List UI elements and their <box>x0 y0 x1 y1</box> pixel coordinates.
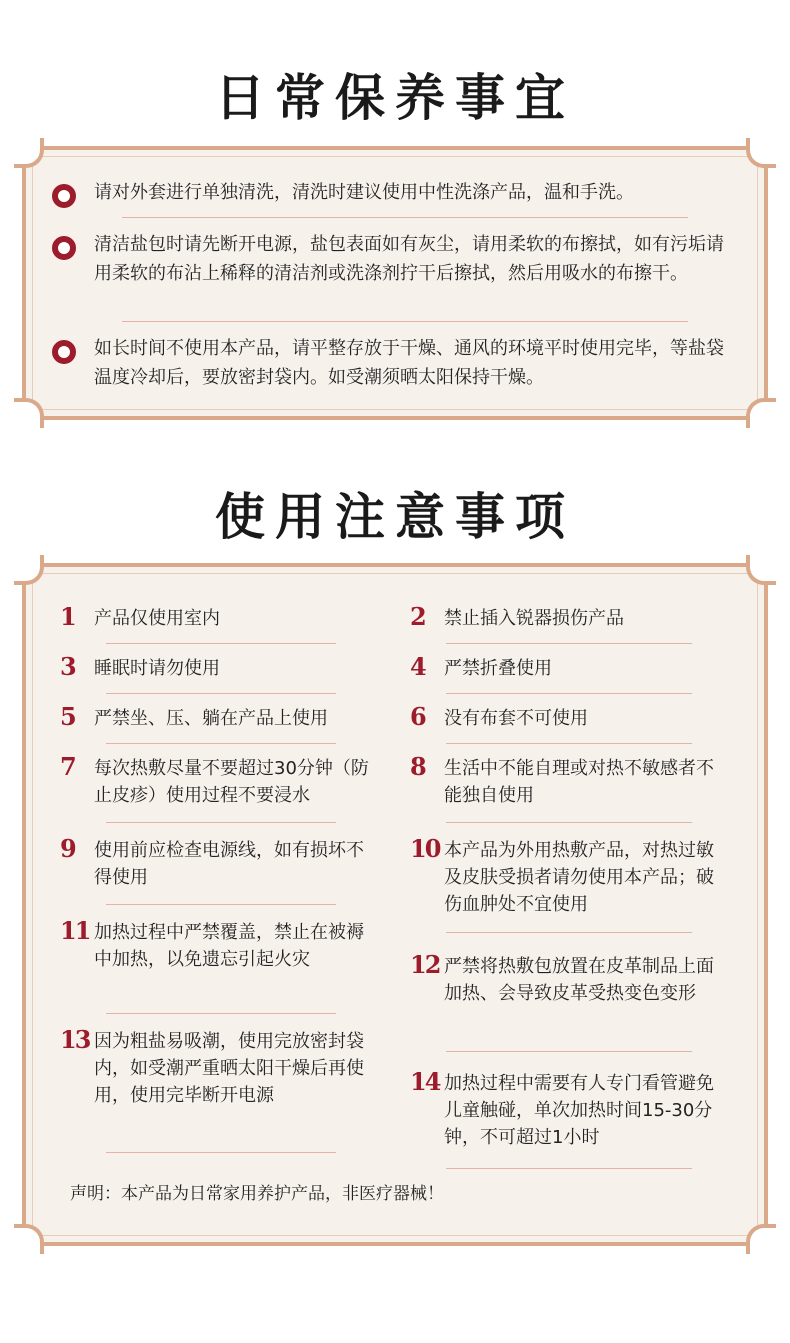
note-item <box>60 1025 370 1109</box>
divider <box>106 822 336 823</box>
divider <box>446 932 692 933</box>
note-text: 生活中不能自理或对热不敏感者不能独自使用 <box>444 758 714 806</box>
divider <box>446 822 692 823</box>
note-item <box>410 1067 720 1151</box>
divider <box>446 1051 692 1052</box>
note-number: 9 <box>60 834 75 863</box>
divider <box>106 904 336 905</box>
divider <box>106 1152 336 1153</box>
note-text: 严禁将热敷包放置在皮革制品上面加热、会导致皮革受热变色变形 <box>444 956 714 1004</box>
note-number: 2 <box>410 602 425 631</box>
note-number: 10 <box>410 834 440 863</box>
note-item <box>60 702 370 732</box>
divider <box>446 1168 692 1169</box>
note-text: 加热过程中需要有人专门看管避免儿童触碰，单次加热时间15-30分钟，不可超过1小时 <box>444 1073 714 1148</box>
ring-bullet-icon <box>52 184 76 208</box>
note-item <box>410 702 720 732</box>
note-text: 严禁坐、压、躺在产品上使用 <box>94 708 328 729</box>
corner-decoration <box>14 1224 44 1254</box>
corner-decoration <box>746 1224 776 1254</box>
note-text: 睡眠时请勿使用 <box>94 658 220 679</box>
note-number: 4 <box>410 652 425 681</box>
note-text: 使用前应检查电源线，如有损坏不得使用 <box>94 840 364 888</box>
divider <box>106 743 336 744</box>
note-text: 没有布套不可使用 <box>444 708 588 729</box>
note-number: 12 <box>410 950 440 979</box>
note-number: 7 <box>60 752 75 781</box>
maintenance-item <box>52 334 732 392</box>
notes-title: 使用注意事项 <box>215 487 575 546</box>
note-number: 3 <box>60 652 75 681</box>
note-text: 因为粗盐易吸潮，使用完放密封袋内，如受潮严重晒太阳干燥后再使用，使用完毕断开电源 <box>94 1031 364 1106</box>
note-number: 14 <box>410 1067 440 1096</box>
divider <box>106 643 336 644</box>
note-number: 1 <box>60 602 75 631</box>
note-item <box>60 602 370 632</box>
note-item <box>60 916 370 973</box>
note-item <box>60 834 370 891</box>
note-item <box>410 652 720 682</box>
ring-bullet-icon <box>52 340 76 364</box>
divider <box>446 743 692 744</box>
note-item <box>410 602 720 632</box>
note-item <box>410 834 720 918</box>
corner-decoration <box>746 555 776 585</box>
note-number: 11 <box>60 916 90 945</box>
note-item <box>60 752 370 809</box>
corner-decoration <box>746 138 776 168</box>
note-item <box>410 950 720 1007</box>
maintenance-item <box>52 178 732 207</box>
note-number: 5 <box>60 702 75 731</box>
divider <box>106 1013 336 1014</box>
divider <box>446 643 692 644</box>
maintenance-item-text: 请对外套进行单独清洗，清洗时建议使用中性洗涤产品，温和手洗。 <box>94 182 634 203</box>
note-number: 8 <box>410 752 425 781</box>
note-number: 13 <box>60 1025 90 1054</box>
maintenance-item-text: 清洁盐包时请先断开电源，盐包表面如有灰尘，请用柔软的布擦拭，如有污垢请用柔软的布沾上稀释的清洁剂或洗涤剂拧干后擦拭，然后用吸水的布擦干。 <box>94 234 724 284</box>
note-text: 每次热敷尽量不要超过30分钟（防止皮疹）使用过程不要浸水 <box>94 758 369 806</box>
note-number: 6 <box>410 702 425 731</box>
divider <box>122 321 688 322</box>
note-item <box>410 752 720 809</box>
notes-card <box>22 563 768 1246</box>
divider <box>122 217 688 218</box>
corner-decoration <box>14 555 44 585</box>
note-text: 本产品为外用热敷产品，对热过敏及皮肤受损者请勿使用本产品；破伤血肿处不宜使用 <box>444 840 714 915</box>
note-item <box>60 652 370 682</box>
note-text: 严禁折叠使用 <box>444 658 552 679</box>
corner-decoration <box>746 398 776 428</box>
ring-bullet-icon <box>52 236 76 260</box>
divider <box>446 693 692 694</box>
note-text: 加热过程中严禁覆盖，禁止在被褥中加热，以免遗忘引起火灾 <box>94 922 364 970</box>
maintenance-item <box>52 230 732 288</box>
disclaimer: 声明：本产品为日常家用养护产品，非医疗器械！ <box>70 1184 444 1204</box>
maintenance-title: 日常保养事宜 <box>215 68 575 127</box>
corner-decoration <box>14 398 44 428</box>
divider <box>106 693 336 694</box>
note-text: 禁止插入锐器损伤产品 <box>444 608 624 629</box>
maintenance-item-text: 如长时间不使用本产品，请平整存放于干燥、通风的环境平时使用完毕，等盐袋温度冷却后，要放密封袋内。如受潮须晒太阳保持干燥。 <box>94 338 724 388</box>
maintenance-card <box>22 146 768 420</box>
corner-decoration <box>14 138 44 168</box>
note-text: 产品仅使用室内 <box>94 608 220 629</box>
